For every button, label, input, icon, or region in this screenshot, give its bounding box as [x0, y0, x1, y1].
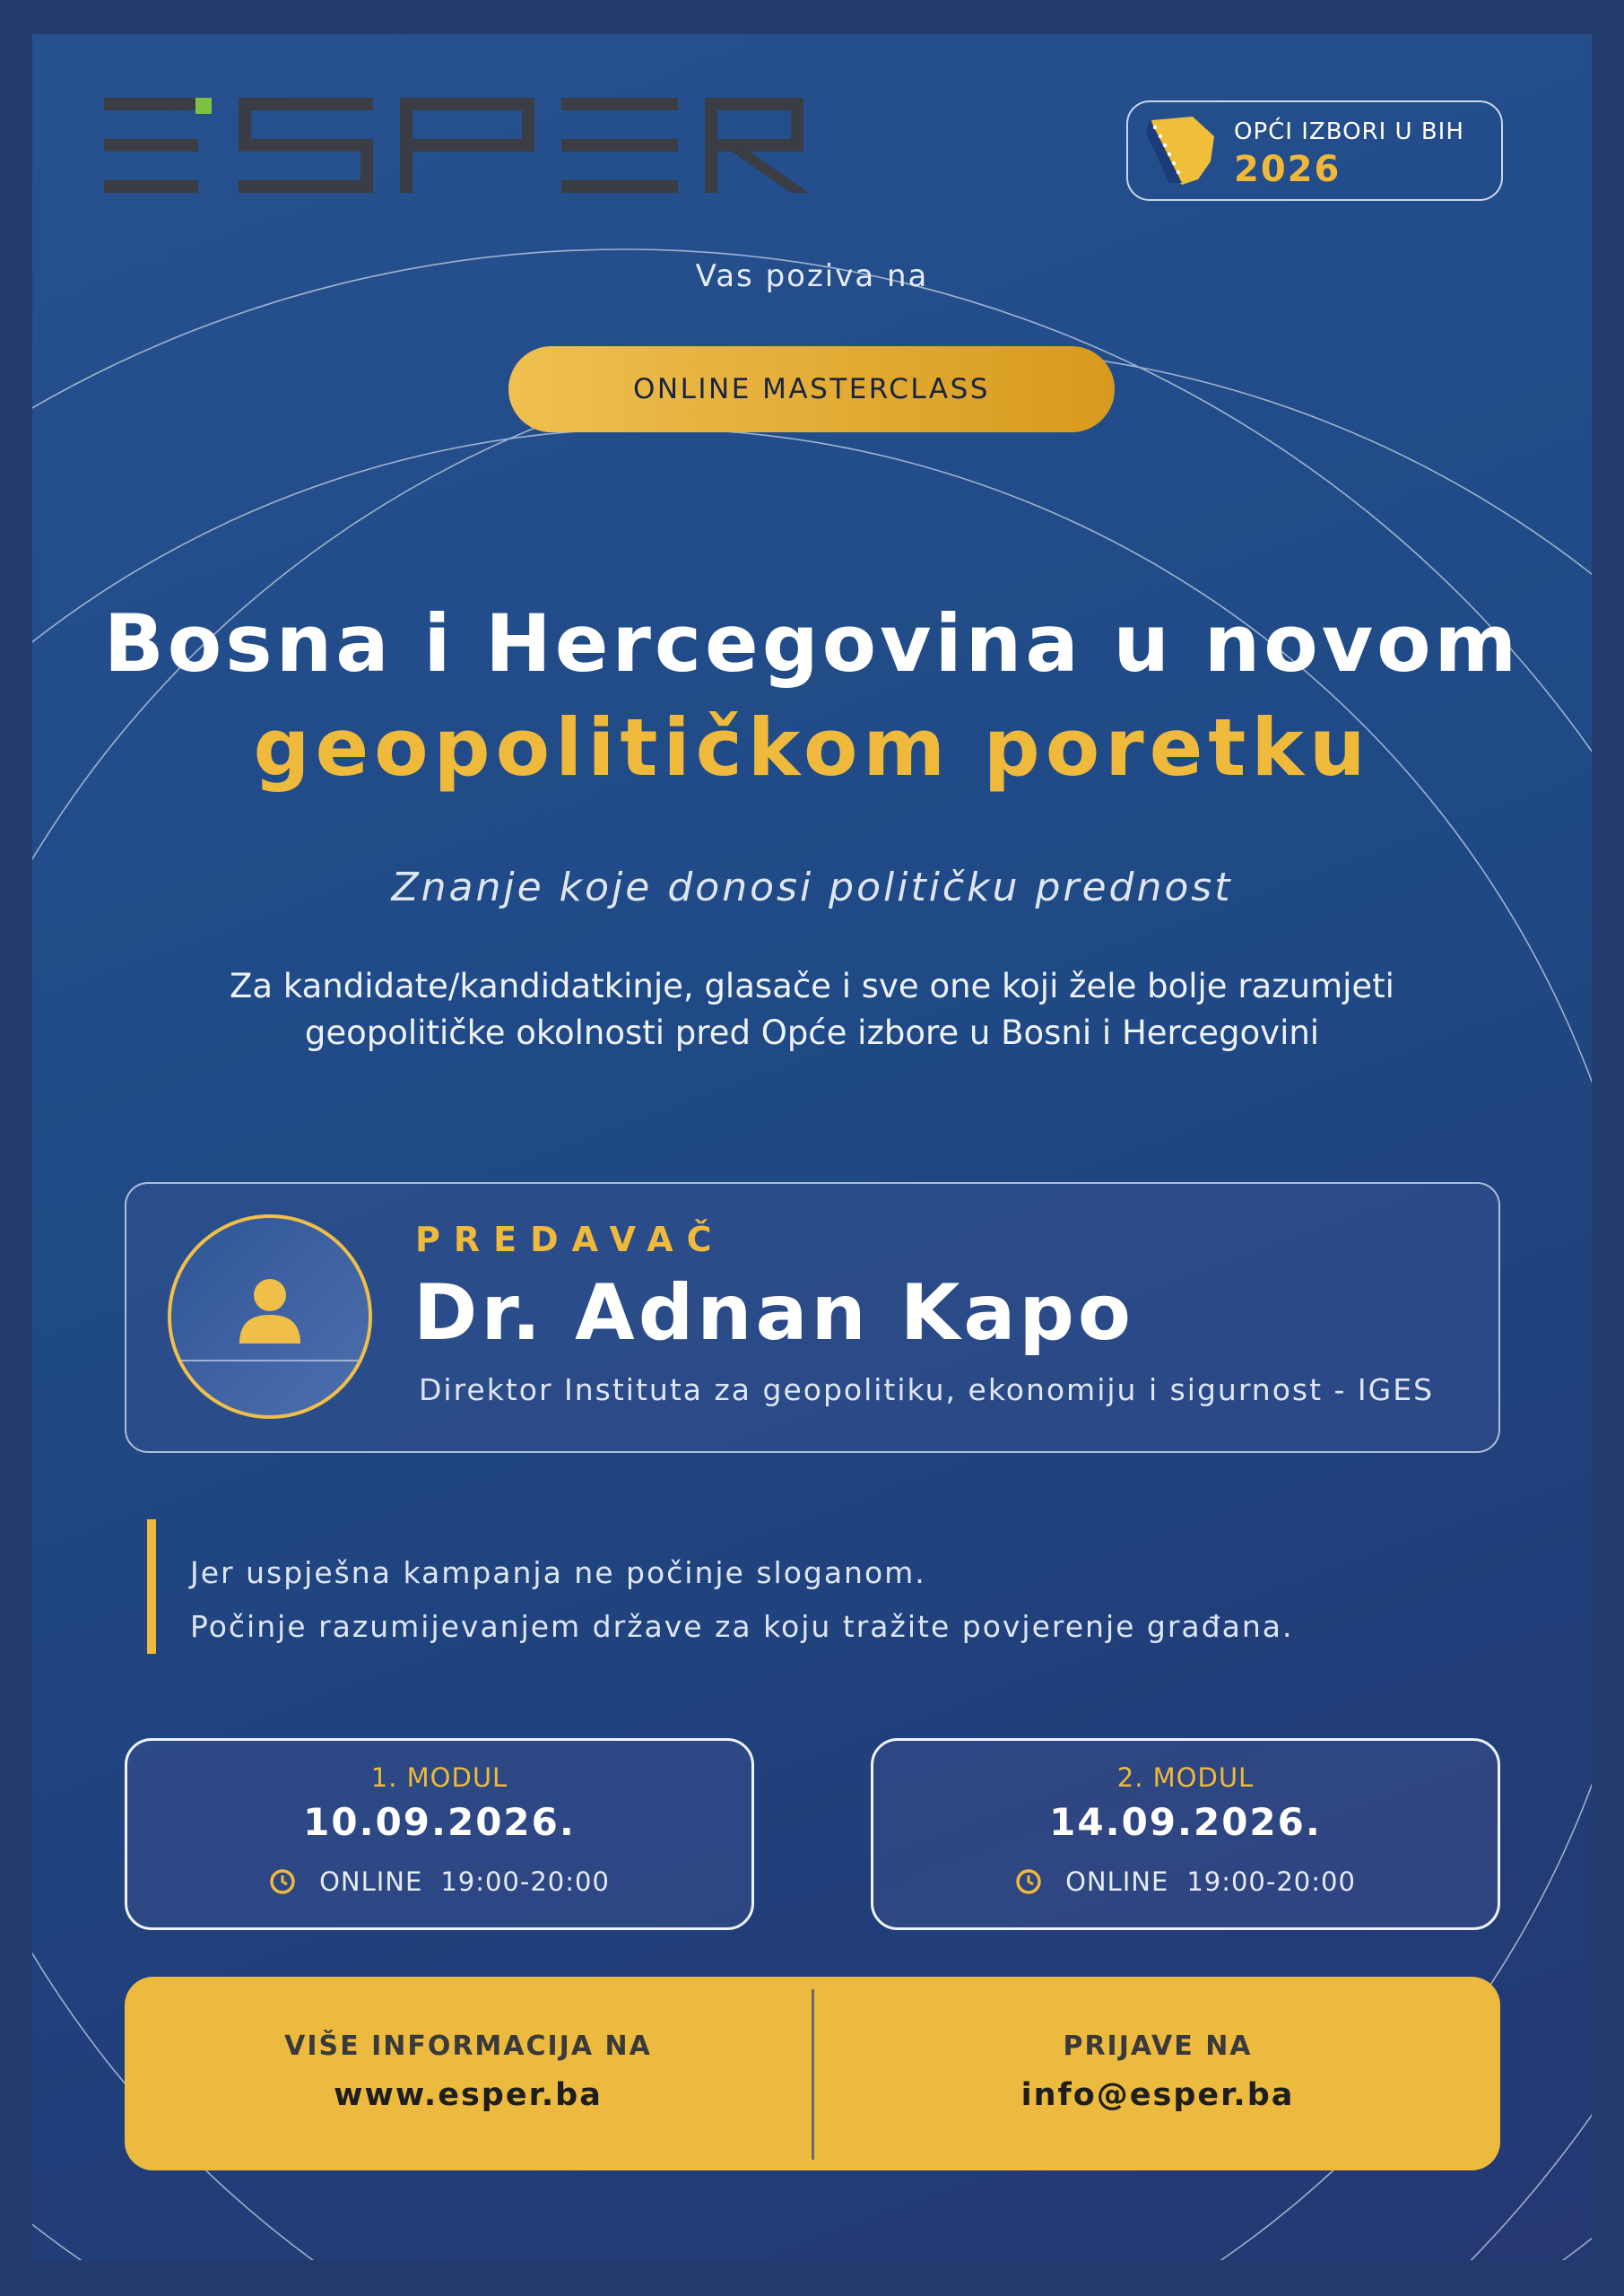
module-time: 19:00-20:00 [440, 1866, 610, 1897]
module-time-row [127, 1866, 751, 1897]
lecturer-label: PREDAVAČ [415, 1220, 725, 1259]
contact-footer [125, 1977, 1500, 2170]
badge-year: 2026 [1234, 149, 1342, 190]
lecturer-role: Direktor Instituta za geopolitiku, ekonomiju i sigurnost - IGES [419, 1372, 1435, 1407]
badge-title: OPĆI IZBORI U BIH [1234, 118, 1464, 145]
quote-line2: Počinje razumijevanjem države za koju tražite povjerenje građana. [190, 1609, 1294, 1644]
module-label: 1. MODUL [370, 1762, 508, 1793]
module-mode: ONLINE [1065, 1866, 1169, 1897]
person-icon [238, 1277, 302, 1344]
clock-icon [269, 1868, 296, 1895]
email-link[interactable]: info@esper.ba [1020, 2077, 1295, 2113]
election-badge [1126, 100, 1503, 201]
masterclass-label: ONLINE MASTERCLASS [633, 373, 990, 405]
lecturer-name: Dr. Adnan Kapo [413, 1268, 1135, 1358]
description-line1: Za kandidate/kandidatkinje, glasače i sve one koji žele bolje razumjeti [230, 967, 1394, 1005]
avatar [168, 1214, 372, 1419]
signup-column [814, 1977, 1501, 2170]
info-column [125, 1977, 812, 2170]
module-date: 14.09.2026. [1049, 1800, 1322, 1844]
module-time: 19:00-20:00 [1186, 1866, 1356, 1897]
esper-logo [104, 94, 812, 196]
quote-bar [147, 1519, 156, 1654]
module-label: 2. MODUL [1116, 1762, 1255, 1793]
clock-icon [1015, 1868, 1042, 1895]
module-time-row [873, 1866, 1498, 1897]
invite-text: Vas poziva na [695, 258, 929, 294]
description [194, 963, 1430, 1057]
website-link[interactable]: www.esper.ba [334, 2077, 603, 2113]
lecturer-card [125, 1182, 1500, 1453]
description-line2: geopolitičke okolnosti pred Opće izbore u Bosni i Hercegovini [304, 1013, 1320, 1052]
bih-flag-icon [1146, 115, 1218, 187]
poster [32, 34, 1592, 2260]
quote-line1: Jer uspješna kampanja ne počinje sloganom. [190, 1555, 926, 1590]
module-card-2 [871, 1738, 1500, 1930]
info-label: VIŠE INFORMACIJA NA [284, 2031, 652, 2062]
module-card-1 [125, 1738, 754, 1930]
title-line1: Bosna i Hercegovina u novom [103, 597, 1521, 690]
module-mode: ONLINE [319, 1866, 423, 1897]
masterclass-pill [508, 346, 1115, 432]
tagline: Znanje koje donosi političku prednost [391, 865, 1233, 910]
title-line2: geopolitičkom poretku [253, 701, 1371, 794]
module-date: 10.09.2026. [303, 1800, 576, 1844]
avatar-divider [178, 1360, 361, 1361]
signup-label: PRIJAVE NA [1063, 2031, 1253, 2062]
